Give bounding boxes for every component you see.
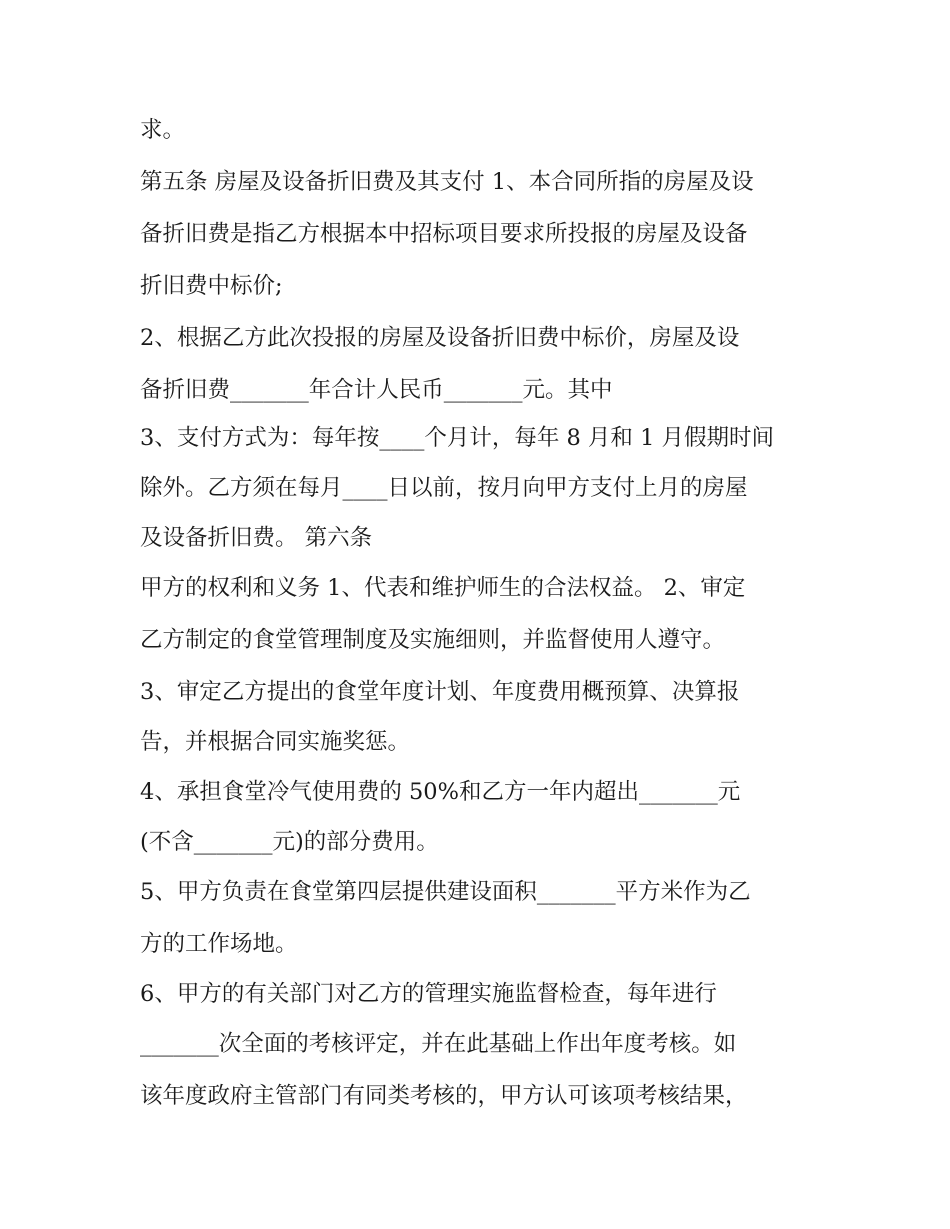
text-line: 告，并根据合同实施奖惩。 [140,729,411,755]
text-line: _______次全面的考核评定，并在此基础上作出年度考核。如 [140,1031,737,1057]
text-line: 及设备折旧费。 第六条 [140,525,373,551]
text-line: 备折旧费是指乙方根据本中招标项目要求所投报的房屋及设备 [140,221,748,247]
text-line: 5、甲方负责在食堂第四层提供建设面积_______平方米作为乙 [140,879,751,905]
text-line: 3、审定乙方提出的食堂年度计划、年度费用概预算、决算报 [140,679,740,705]
text-line: 求。 [140,117,186,143]
text-line: 4、承担食堂冷气使用费的 50%和乙方一年内超出_______元 [140,779,741,805]
text-line: 乙方制定的食堂管理制度及实施细则，并监督使用人遵守。 [140,627,726,653]
text-line: 第五条 房屋及设备折旧费及其支付 1、本合同所指的房屋及设 [140,169,754,195]
text-line: 方的工作场地。 [140,931,298,957]
text-line: 3、支付方式为：每年按____个月计，每年 8 月和 1 月假期时间 [140,425,775,451]
text-line: 6、甲方的有关部门对乙方的管理实施监督检查，每年进行 [140,981,717,1007]
text-line: 折旧费中标价; [140,273,283,299]
text-line: 2、根据乙方此次投报的房屋及设备折旧费中标价，房屋及设 [140,325,740,351]
text-line: 该年度政府主管部门有同类考核的，甲方认可该项考核结果， [140,1083,748,1109]
text-line: 除外。乙方须在每月____日以前，按月向甲方支付上月的房屋 [140,475,748,501]
text-line: 备折旧费_______年合计人民币_______元。其中 [140,377,613,403]
text-line: 甲方的权利和义务 1、代表和维护师生的合法权益。 2、审定 [140,575,746,601]
text-line: (不含_______元)的部分费用。 [140,829,439,855]
